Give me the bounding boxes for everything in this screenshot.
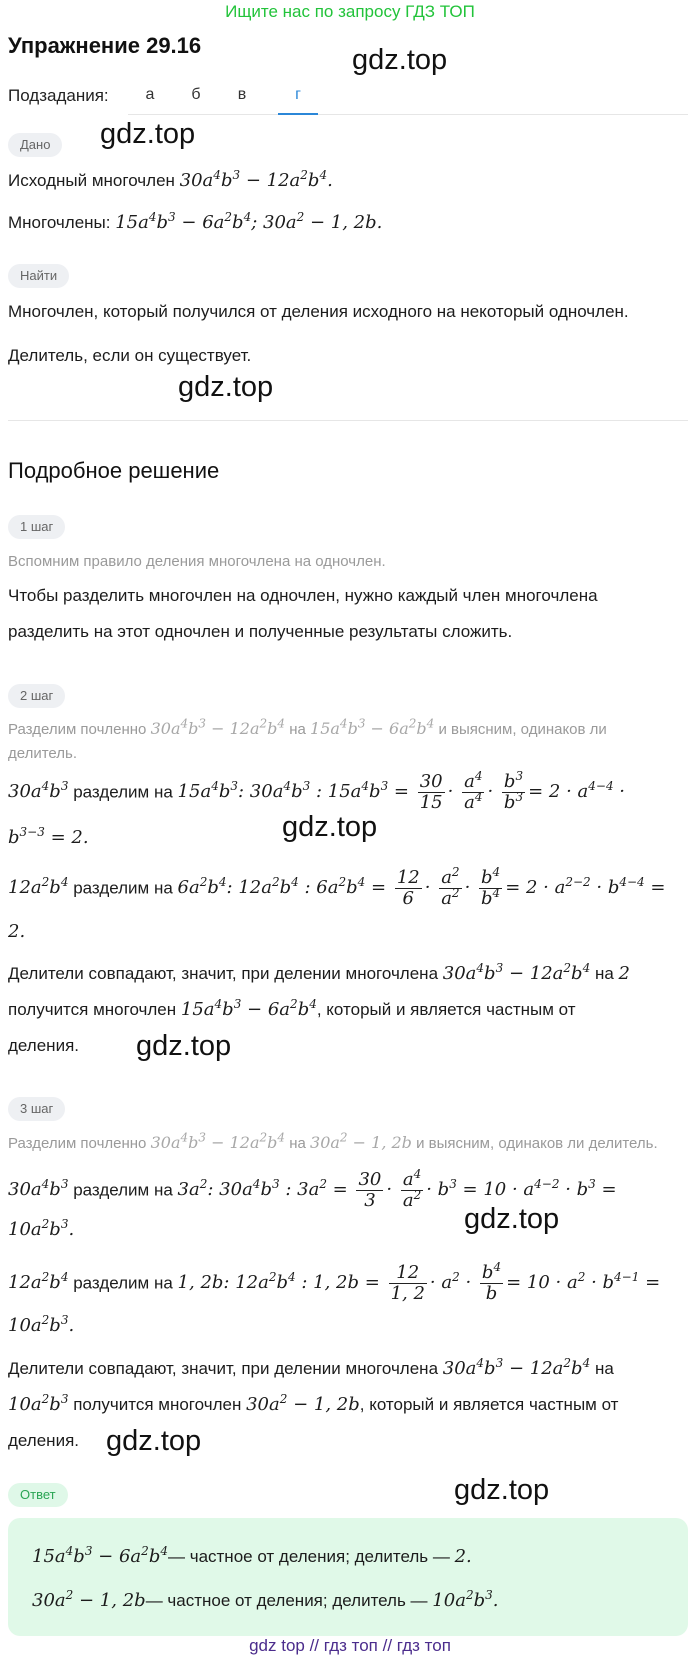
step-3-hint: Разделим почленно $30a^4b^3 - 12a^2b^4$ на $30a^2 - 1$, 2b и выясним, одинаков ли делитель. xyxy=(8,1130,658,1152)
step-2-conclusion-3: деления. xyxy=(8,1036,79,1055)
footer: gdz top // гдз топ // гдз топ xyxy=(249,1636,451,1655)
tab-v[interactable]: в xyxy=(237,86,247,103)
answer-row-1: $15a^4b^3$ − $6a^2b^4—$ частное от деления; делитель — 2. xyxy=(32,1544,472,1567)
step-1-hint: Вспомним правило деления многочлена на одночлен. xyxy=(8,553,386,570)
step-2-conclusion-1: Делители совпадают, значит, при делении многочлена $30a^4b^3 - 12a^2b^4$ на 2 xyxy=(8,961,630,984)
step-3-conclusion-1: Делители совпадают, значит, при делении многочлена $30a^4b^3 - 12a^2b^4$ на xyxy=(8,1356,614,1379)
step-1-text-2: разделить на этот одночлен и полученные результаты сложить. xyxy=(8,622,513,641)
solution-heading: Подробное решение xyxy=(8,458,220,483)
step-2-calc-2: $12a^2b^4$ разделим на $6a^2b^4$: $12a^2b^4$ : $6a^2b^4$ = $\frac{12}{6}$ · $\frac{a^2}{a^2}$ · $\frac{b^4}{b^4}$ = $2 \cdot a^{2-2} \cdot b^{4-4}$ = xyxy=(8,865,666,909)
tab-b[interactable]: б xyxy=(191,86,201,103)
find-pill: Найти xyxy=(8,264,69,288)
given-pill: Дано xyxy=(8,133,62,157)
step-2-calc-1-cont: $b^{3-3} = 2$. xyxy=(8,825,89,848)
step-2-calc-1: $30a^4b^3$ разделим на $15a^4b^3$: $30a^4b^3$ : $15a^4b^3$ = $\frac{30}{15}$ · $\frac{a^4}{a^4}$ · $\frac{b^3}{b^3}$ = $2 \cdot a^{4-4}$ · xyxy=(8,769,626,813)
step-3-calc-1: $30a^4b^3$ разделим на $3a^2$: $30a^4b^3$ : $3a^2$ = $\frac{30}{3}$ · $\frac{a^4}{a^2}$ · $b^3 = 10 \cdot a^{4-2} \cdot b^3$ = xyxy=(8,1167,617,1211)
step-3-calc-1-cont: $10a^2b^3$. xyxy=(8,1217,75,1240)
given-line-2: Многочлены: $15a^4b^3 - 6a^2b^4$; $30a^2 - 1$, 2b. xyxy=(8,210,383,233)
step-1-text-1: Чтобы разделить многочлен на одночлен, нужно каждый член многочлена xyxy=(8,586,598,605)
step-2-pill: 2 шаг xyxy=(8,684,65,708)
top-banner: Ищите нас по запросу ГДЗ ТОП xyxy=(225,2,475,21)
step-2-calc-2-cont: 2. xyxy=(8,921,26,942)
tab-g[interactable]: г xyxy=(295,86,301,103)
find-line-2: Делитель, если он существует. xyxy=(8,346,252,365)
section-divider xyxy=(8,420,688,421)
find-line-1: Многочлен, который получился от деления исходного на некоторый одночлен. xyxy=(8,302,629,321)
watermark: gdz.top xyxy=(100,118,196,150)
watermark: gdz.top xyxy=(352,44,448,76)
subtasks-divider xyxy=(128,114,688,115)
watermark: gdz.top xyxy=(136,1030,232,1062)
given-line-1: Исходный многочлен $30a^4b^3 - 12a^2b^4$. xyxy=(8,168,333,191)
step-1-pill: 1 шаг xyxy=(8,515,65,539)
tab-a[interactable]: а xyxy=(145,86,155,103)
step-3-calc-2: $12a^2b^4$ разделим на 1, 2b: $12a^2b^4$ : 1, 2b = $\frac{12}{1, 2}$ · $a^2$ · $\frac{b^4}{b}$ = $10 \cdot a^2 \cdot b^{4-1}$ = xyxy=(8,1260,661,1304)
subtasks-label: Подзадания: xyxy=(8,86,109,105)
answer-row-2: $30a^2 - 1$, 2b— частное от деления; делитель — $10a^2b^3$. xyxy=(32,1588,499,1611)
subtasks-bar xyxy=(8,86,688,116)
step-3-conclusion-3: деления. xyxy=(8,1431,79,1450)
watermark: gdz.top xyxy=(282,811,378,843)
watermark: gdz.top xyxy=(464,1203,560,1235)
watermark: gdz.top xyxy=(106,1425,202,1457)
step-3-pill: 3 шаг xyxy=(8,1097,65,1121)
answer-box xyxy=(8,1518,688,1636)
page-title: Упражнение 29.16 xyxy=(8,33,202,58)
step-2-conclusion-2: получится многочлен $15a^4b^3 - 6a^2b^4$, который и является частным от xyxy=(8,997,576,1020)
answer-pill: Ответ xyxy=(8,1483,68,1507)
step-3-conclusion-2: $10a^2b^3$ получится многочлен $30a^2 - 1$, 2b, который и является частным от xyxy=(8,1392,619,1415)
step-2-hint: Разделим почленно $30a^4b^3 - 12a^2b^4$ на $15a^4b^3 - 6a^2b^4$ и выясним, одинаков ли делитель. xyxy=(8,716,607,762)
active-tab-underline xyxy=(278,113,318,115)
watermark: gdz.top xyxy=(178,371,274,403)
watermark: gdz.top xyxy=(454,1474,550,1506)
step-3-calc-2-cont: $10a^2b^3$. xyxy=(8,1313,75,1336)
